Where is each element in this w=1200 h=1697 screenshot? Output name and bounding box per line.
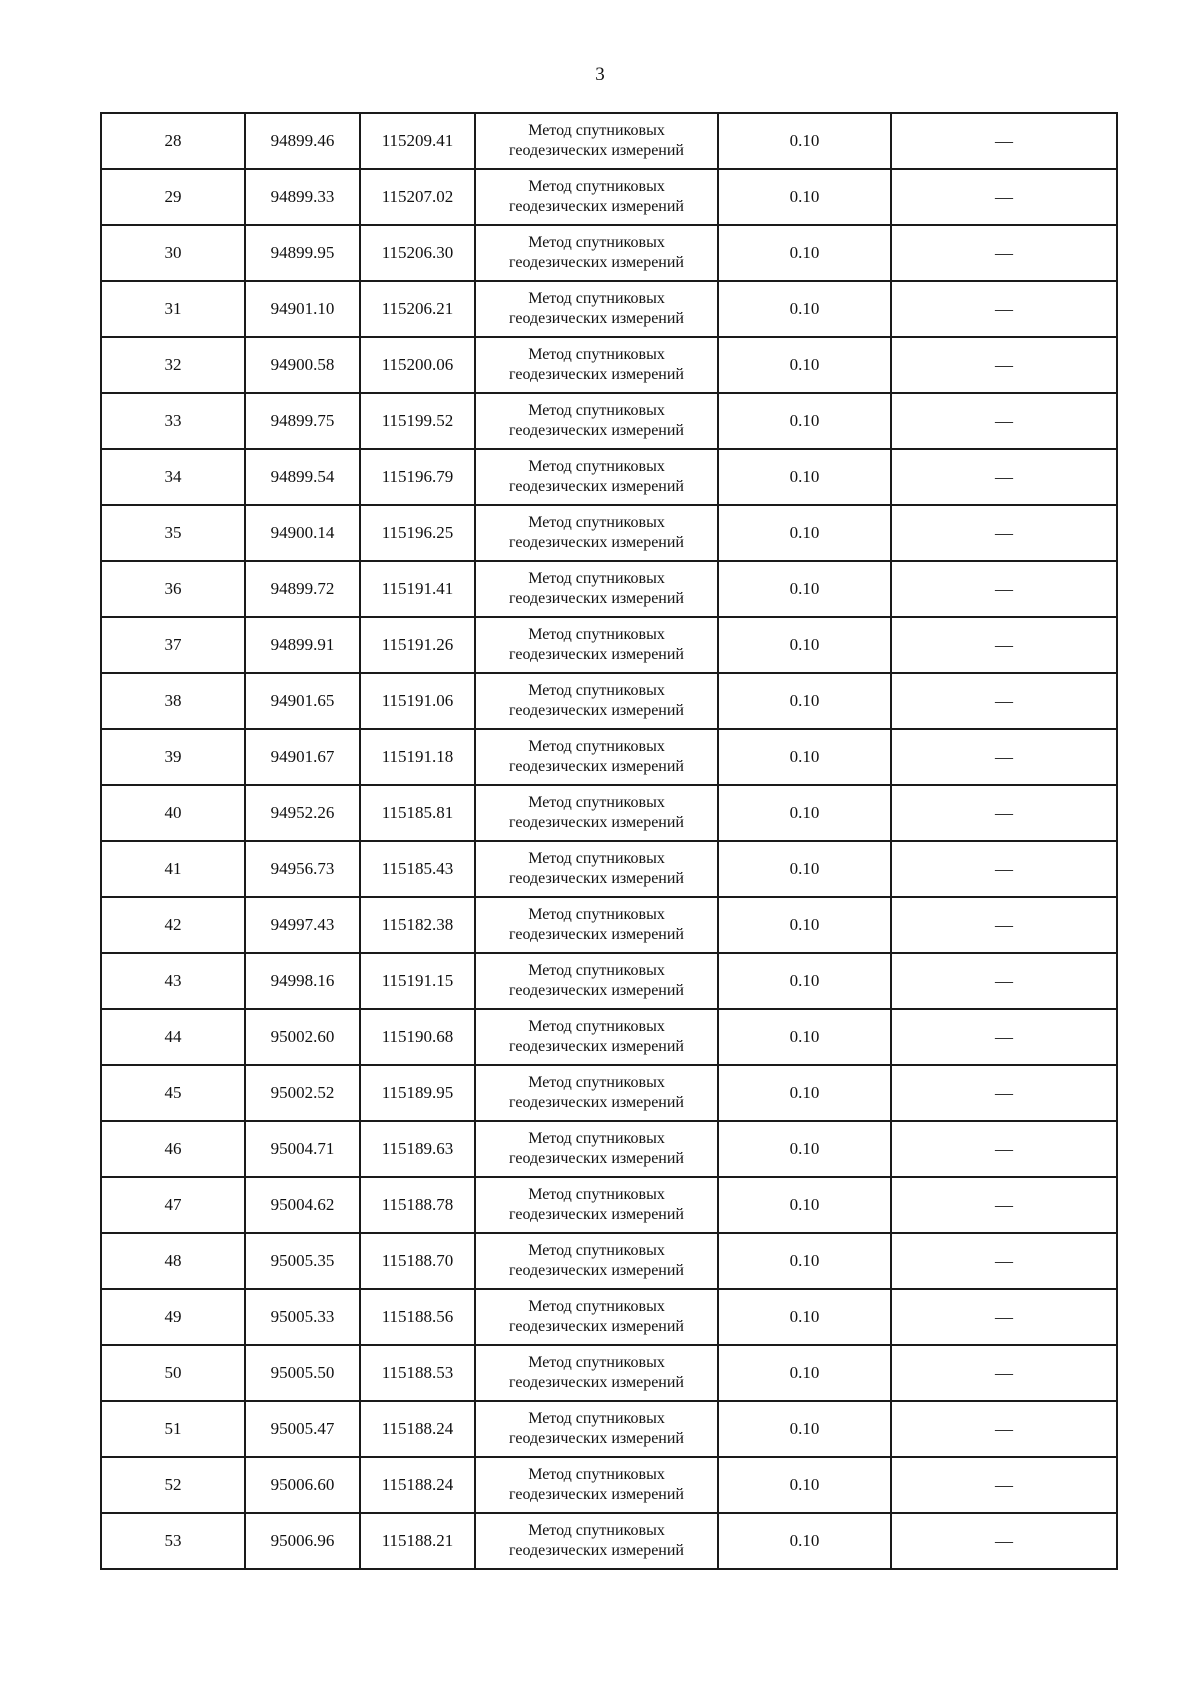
point-number-cell: 43 bbox=[101, 953, 245, 1009]
x-coordinate-cell: 95005.33 bbox=[245, 1289, 360, 1345]
method-cell bbox=[475, 729, 718, 785]
x-coordinate-cell: 95006.96 bbox=[245, 1513, 360, 1569]
table-row bbox=[101, 1121, 1117, 1177]
accuracy-cell: 0.10 bbox=[718, 1513, 891, 1569]
method-line-1: Метод спутниковых bbox=[528, 1242, 665, 1259]
point-number-cell: 39 bbox=[101, 729, 245, 785]
point-number-cell: 40 bbox=[101, 785, 245, 841]
method-line-1: Метод спутниковых bbox=[528, 738, 665, 755]
method-line-2: геодезических измерений bbox=[509, 1150, 684, 1167]
accuracy-cell: 0.10 bbox=[718, 1457, 891, 1513]
method-line-2: геодезических измерений bbox=[509, 1206, 684, 1223]
method-line-1: Метод спутниковых bbox=[528, 514, 665, 531]
coordinates-table bbox=[100, 112, 1118, 1570]
method-line-2: геодезических измерений bbox=[509, 1430, 684, 1447]
method-line-2: геодезических измерений bbox=[509, 1038, 684, 1055]
note-cell bbox=[891, 841, 1117, 897]
method-line-1: Метод спутниковых bbox=[528, 1074, 665, 1091]
method-cell bbox=[475, 841, 718, 897]
x-coordinate-cell: 95006.60 bbox=[245, 1457, 360, 1513]
y-coordinate-cell: 115189.63 bbox=[360, 1121, 475, 1177]
y-coordinate-cell: 115191.06 bbox=[360, 673, 475, 729]
accuracy-cell: 0.10 bbox=[718, 337, 891, 393]
accuracy-cell: 0.10 bbox=[718, 225, 891, 281]
method-line-1: Метод спутниковых bbox=[528, 122, 665, 139]
accuracy-cell: 0.10 bbox=[718, 505, 891, 561]
x-coordinate-cell: 94899.91 bbox=[245, 617, 360, 673]
point-number-cell: 30 bbox=[101, 225, 245, 281]
note-cell bbox=[891, 169, 1117, 225]
note-cell bbox=[891, 1289, 1117, 1345]
note-dash: — bbox=[995, 578, 1013, 599]
note-cell bbox=[891, 1233, 1117, 1289]
method-line-1: Метод спутниковых bbox=[528, 850, 665, 867]
y-coordinate-cell: 115196.79 bbox=[360, 449, 475, 505]
method-line-2: геодезических измерений bbox=[509, 702, 684, 719]
note-dash: — bbox=[995, 634, 1013, 655]
method-cell bbox=[475, 113, 718, 169]
x-coordinate-cell: 95004.62 bbox=[245, 1177, 360, 1233]
y-coordinate-cell: 115200.06 bbox=[360, 337, 475, 393]
point-number-cell: 45 bbox=[101, 1065, 245, 1121]
accuracy-cell: 0.10 bbox=[718, 1401, 891, 1457]
note-dash: — bbox=[995, 410, 1013, 431]
method-line-2: геодезических измерений bbox=[509, 142, 684, 159]
method-cell bbox=[475, 1065, 718, 1121]
table-row bbox=[101, 393, 1117, 449]
method-line-1: Метод спутниковых bbox=[528, 1130, 665, 1147]
method-cell bbox=[475, 953, 718, 1009]
x-coordinate-cell: 95005.47 bbox=[245, 1401, 360, 1457]
y-coordinate-cell: 115188.56 bbox=[360, 1289, 475, 1345]
y-coordinate-cell: 115191.26 bbox=[360, 617, 475, 673]
point-number-cell: 34 bbox=[101, 449, 245, 505]
y-coordinate-cell: 115191.15 bbox=[360, 953, 475, 1009]
point-number-cell: 49 bbox=[101, 1289, 245, 1345]
method-cell bbox=[475, 393, 718, 449]
y-coordinate-cell: 115188.24 bbox=[360, 1457, 475, 1513]
point-number-cell: 44 bbox=[101, 1009, 245, 1065]
method-cell bbox=[475, 1513, 718, 1569]
table-row bbox=[101, 337, 1117, 393]
x-coordinate-cell: 95002.52 bbox=[245, 1065, 360, 1121]
accuracy-cell: 0.10 bbox=[718, 1345, 891, 1401]
method-line-1: Метод спутниковых bbox=[528, 682, 665, 699]
y-coordinate-cell: 115188.24 bbox=[360, 1401, 475, 1457]
y-coordinate-cell: 115189.95 bbox=[360, 1065, 475, 1121]
note-cell bbox=[891, 1457, 1117, 1513]
table-row bbox=[101, 785, 1117, 841]
y-coordinate-cell: 115188.78 bbox=[360, 1177, 475, 1233]
point-number-cell: 50 bbox=[101, 1345, 245, 1401]
method-line-1: Метод спутниковых bbox=[528, 794, 665, 811]
method-line-1: Метод спутниковых bbox=[528, 1522, 665, 1539]
point-number-cell: 36 bbox=[101, 561, 245, 617]
y-coordinate-cell: 115191.18 bbox=[360, 729, 475, 785]
note-dash: — bbox=[995, 690, 1013, 711]
note-dash: — bbox=[995, 858, 1013, 879]
method-cell bbox=[475, 1009, 718, 1065]
x-coordinate-cell: 94901.10 bbox=[245, 281, 360, 337]
accuracy-cell: 0.10 bbox=[718, 449, 891, 505]
note-cell bbox=[891, 897, 1117, 953]
x-coordinate-cell: 94899.75 bbox=[245, 393, 360, 449]
y-coordinate-cell: 115190.68 bbox=[360, 1009, 475, 1065]
method-line-1: Метод спутниковых bbox=[528, 402, 665, 419]
y-coordinate-cell: 115188.53 bbox=[360, 1345, 475, 1401]
note-cell bbox=[891, 281, 1117, 337]
x-coordinate-cell: 94997.43 bbox=[245, 897, 360, 953]
accuracy-cell: 0.10 bbox=[718, 785, 891, 841]
table-row bbox=[101, 1065, 1117, 1121]
note-cell bbox=[891, 1513, 1117, 1569]
y-coordinate-cell: 115209.41 bbox=[360, 113, 475, 169]
method-line-1: Метод спутниковых bbox=[528, 962, 665, 979]
method-line-2: геодезических измерений bbox=[509, 1094, 684, 1111]
method-line-1: Метод спутниковых bbox=[528, 1018, 665, 1035]
table-row bbox=[101, 1177, 1117, 1233]
method-line-2: геодезических измерений bbox=[509, 926, 684, 943]
point-number-cell: 38 bbox=[101, 673, 245, 729]
method-line-2: геодезических измерений bbox=[509, 814, 684, 831]
table-row bbox=[101, 673, 1117, 729]
note-dash: — bbox=[995, 1474, 1013, 1495]
method-line-1: Метод спутниковых bbox=[528, 458, 665, 475]
method-line-2: геодезических измерений bbox=[509, 982, 684, 999]
table-row bbox=[101, 953, 1117, 1009]
method-line-2: геодезических измерений bbox=[509, 1262, 684, 1279]
method-line-2: геодезических измерений bbox=[509, 310, 684, 327]
method-line-1: Метод спутниковых bbox=[528, 234, 665, 251]
note-cell bbox=[891, 225, 1117, 281]
method-line-1: Метод спутниковых bbox=[528, 1466, 665, 1483]
y-coordinate-cell: 115207.02 bbox=[360, 169, 475, 225]
table-row bbox=[101, 1289, 1117, 1345]
accuracy-cell: 0.10 bbox=[718, 113, 891, 169]
table-body bbox=[101, 113, 1117, 1569]
note-cell bbox=[891, 1009, 1117, 1065]
note-dash: — bbox=[995, 1026, 1013, 1047]
note-cell bbox=[891, 113, 1117, 169]
method-cell bbox=[475, 449, 718, 505]
note-dash: — bbox=[995, 1082, 1013, 1103]
accuracy-cell: 0.10 bbox=[718, 1177, 891, 1233]
note-cell bbox=[891, 1345, 1117, 1401]
point-number-cell: 33 bbox=[101, 393, 245, 449]
note-dash: — bbox=[995, 746, 1013, 767]
method-line-2: геодезических измерений bbox=[509, 478, 684, 495]
point-number-cell: 47 bbox=[101, 1177, 245, 1233]
accuracy-cell: 0.10 bbox=[718, 1233, 891, 1289]
method-line-2: геодезических измерений bbox=[509, 646, 684, 663]
method-cell bbox=[475, 1289, 718, 1345]
method-cell bbox=[475, 1345, 718, 1401]
method-line-1: Метод спутниковых bbox=[528, 906, 665, 923]
note-dash: — bbox=[995, 466, 1013, 487]
y-coordinate-cell: 115206.21 bbox=[360, 281, 475, 337]
method-cell bbox=[475, 1233, 718, 1289]
accuracy-cell: 0.10 bbox=[718, 1009, 891, 1065]
method-line-1: Метод спутниковых bbox=[528, 290, 665, 307]
y-coordinate-cell: 115191.41 bbox=[360, 561, 475, 617]
method-line-2: геодезических измерений bbox=[509, 1486, 684, 1503]
method-line-1: Метод спутниковых bbox=[528, 178, 665, 195]
x-coordinate-cell: 95002.60 bbox=[245, 1009, 360, 1065]
accuracy-cell: 0.10 bbox=[718, 1065, 891, 1121]
y-coordinate-cell: 115185.43 bbox=[360, 841, 475, 897]
note-cell bbox=[891, 673, 1117, 729]
point-number-cell: 28 bbox=[101, 113, 245, 169]
accuracy-cell: 0.10 bbox=[718, 281, 891, 337]
note-dash: — bbox=[995, 298, 1013, 319]
x-coordinate-cell: 94899.33 bbox=[245, 169, 360, 225]
method-line-2: геодезических измерений bbox=[509, 870, 684, 887]
point-number-cell: 32 bbox=[101, 337, 245, 393]
table-row bbox=[101, 897, 1117, 953]
method-cell bbox=[475, 897, 718, 953]
note-cell bbox=[891, 729, 1117, 785]
method-cell bbox=[475, 785, 718, 841]
note-dash: — bbox=[995, 354, 1013, 375]
note-dash: — bbox=[995, 1530, 1013, 1551]
accuracy-cell: 0.10 bbox=[718, 617, 891, 673]
x-coordinate-cell: 94899.95 bbox=[245, 225, 360, 281]
point-number-cell: 37 bbox=[101, 617, 245, 673]
note-dash: — bbox=[995, 802, 1013, 823]
x-coordinate-cell: 94899.72 bbox=[245, 561, 360, 617]
table-row bbox=[101, 1513, 1117, 1569]
table-row bbox=[101, 225, 1117, 281]
note-dash: — bbox=[995, 1418, 1013, 1439]
point-number-cell: 53 bbox=[101, 1513, 245, 1569]
method-cell bbox=[475, 337, 718, 393]
note-dash: — bbox=[995, 242, 1013, 263]
method-line-2: геодезических измерений bbox=[509, 198, 684, 215]
table-row bbox=[101, 729, 1117, 785]
table-row bbox=[101, 1009, 1117, 1065]
table-row bbox=[101, 281, 1117, 337]
method-cell bbox=[475, 561, 718, 617]
table-row bbox=[101, 561, 1117, 617]
note-cell bbox=[891, 1121, 1117, 1177]
method-cell bbox=[475, 1457, 718, 1513]
method-cell bbox=[475, 1401, 718, 1457]
note-dash: — bbox=[995, 522, 1013, 543]
x-coordinate-cell: 94900.14 bbox=[245, 505, 360, 561]
method-line-2: геодезических измерений bbox=[509, 1374, 684, 1391]
accuracy-cell: 0.10 bbox=[718, 729, 891, 785]
note-cell bbox=[891, 393, 1117, 449]
method-line-1: Метод спутниковых bbox=[528, 1186, 665, 1203]
note-cell bbox=[891, 337, 1117, 393]
method-line-2: геодезических измерений bbox=[509, 366, 684, 383]
note-dash: — bbox=[995, 1138, 1013, 1159]
method-cell bbox=[475, 673, 718, 729]
method-line-1: Метод спутниковых bbox=[528, 1410, 665, 1427]
y-coordinate-cell: 115188.21 bbox=[360, 1513, 475, 1569]
y-coordinate-cell: 115185.81 bbox=[360, 785, 475, 841]
method-line-1: Метод спутниковых bbox=[528, 570, 665, 587]
note-dash: — bbox=[995, 1306, 1013, 1327]
page-number: 3 bbox=[595, 64, 605, 85]
note-dash: — bbox=[995, 970, 1013, 991]
method-line-1: Метод спутниковых bbox=[528, 1298, 665, 1315]
x-coordinate-cell: 94899.46 bbox=[245, 113, 360, 169]
note-cell bbox=[891, 953, 1117, 1009]
point-number-cell: 31 bbox=[101, 281, 245, 337]
method-cell bbox=[475, 169, 718, 225]
y-coordinate-cell: 115182.38 bbox=[360, 897, 475, 953]
note-dash: — bbox=[995, 186, 1013, 207]
note-dash: — bbox=[995, 1362, 1013, 1383]
x-coordinate-cell: 94899.54 bbox=[245, 449, 360, 505]
point-number-cell: 46 bbox=[101, 1121, 245, 1177]
method-line-2: геодезических измерений bbox=[509, 534, 684, 551]
method-line-1: Метод спутниковых bbox=[528, 626, 665, 643]
point-number-cell: 41 bbox=[101, 841, 245, 897]
table-row bbox=[101, 617, 1117, 673]
table-row bbox=[101, 449, 1117, 505]
table-row bbox=[101, 1233, 1117, 1289]
note-dash: — bbox=[995, 1194, 1013, 1215]
x-coordinate-cell: 94901.67 bbox=[245, 729, 360, 785]
x-coordinate-cell: 94900.58 bbox=[245, 337, 360, 393]
note-cell bbox=[891, 505, 1117, 561]
table-row bbox=[101, 1401, 1117, 1457]
y-coordinate-cell: 115188.70 bbox=[360, 1233, 475, 1289]
method-line-2: геодезических измерений bbox=[509, 590, 684, 607]
point-number-cell: 52 bbox=[101, 1457, 245, 1513]
y-coordinate-cell: 115199.52 bbox=[360, 393, 475, 449]
y-coordinate-cell: 115206.30 bbox=[360, 225, 475, 281]
y-coordinate-cell: 115196.25 bbox=[360, 505, 475, 561]
method-cell bbox=[475, 505, 718, 561]
method-line-1: Метод спутниковых bbox=[528, 1354, 665, 1371]
method-line-2: геодезических измерений bbox=[509, 1542, 684, 1559]
method-cell bbox=[475, 1121, 718, 1177]
x-coordinate-cell: 94952.26 bbox=[245, 785, 360, 841]
point-number-cell: 51 bbox=[101, 1401, 245, 1457]
accuracy-cell: 0.10 bbox=[718, 841, 891, 897]
table-row bbox=[101, 113, 1117, 169]
note-cell bbox=[891, 785, 1117, 841]
x-coordinate-cell: 94998.16 bbox=[245, 953, 360, 1009]
note-cell bbox=[891, 449, 1117, 505]
method-line-2: геодезических измерений bbox=[509, 422, 684, 439]
point-number-cell: 35 bbox=[101, 505, 245, 561]
accuracy-cell: 0.10 bbox=[718, 953, 891, 1009]
accuracy-cell: 0.10 bbox=[718, 673, 891, 729]
note-dash: — bbox=[995, 1250, 1013, 1271]
accuracy-cell: 0.10 bbox=[718, 897, 891, 953]
note-cell bbox=[891, 561, 1117, 617]
note-cell bbox=[891, 1177, 1117, 1233]
x-coordinate-cell: 95004.71 bbox=[245, 1121, 360, 1177]
note-dash: — bbox=[995, 130, 1013, 151]
x-coordinate-cell: 94901.65 bbox=[245, 673, 360, 729]
method-line-2: геодезических измерений bbox=[509, 1318, 684, 1335]
accuracy-cell: 0.10 bbox=[718, 1121, 891, 1177]
method-line-1: Метод спутниковых bbox=[528, 346, 665, 363]
x-coordinate-cell: 95005.50 bbox=[245, 1345, 360, 1401]
method-cell bbox=[475, 617, 718, 673]
accuracy-cell: 0.10 bbox=[718, 393, 891, 449]
method-cell bbox=[475, 1177, 718, 1233]
method-cell bbox=[475, 225, 718, 281]
method-line-2: геодезических измерений bbox=[509, 758, 684, 775]
note-dash: — bbox=[995, 914, 1013, 935]
accuracy-cell: 0.10 bbox=[718, 561, 891, 617]
table-row bbox=[101, 1457, 1117, 1513]
accuracy-cell: 0.10 bbox=[718, 1289, 891, 1345]
x-coordinate-cell: 94956.73 bbox=[245, 841, 360, 897]
x-coordinate-cell: 95005.35 bbox=[245, 1233, 360, 1289]
note-cell bbox=[891, 617, 1117, 673]
point-number-cell: 29 bbox=[101, 169, 245, 225]
table-row bbox=[101, 1345, 1117, 1401]
table-row bbox=[101, 505, 1117, 561]
method-line-2: геодезических измерений bbox=[509, 254, 684, 271]
accuracy-cell: 0.10 bbox=[718, 169, 891, 225]
point-number-cell: 42 bbox=[101, 897, 245, 953]
point-number-cell: 48 bbox=[101, 1233, 245, 1289]
table-row bbox=[101, 841, 1117, 897]
method-cell bbox=[475, 281, 718, 337]
note-cell bbox=[891, 1401, 1117, 1457]
table-row bbox=[101, 169, 1117, 225]
note-cell bbox=[891, 1065, 1117, 1121]
